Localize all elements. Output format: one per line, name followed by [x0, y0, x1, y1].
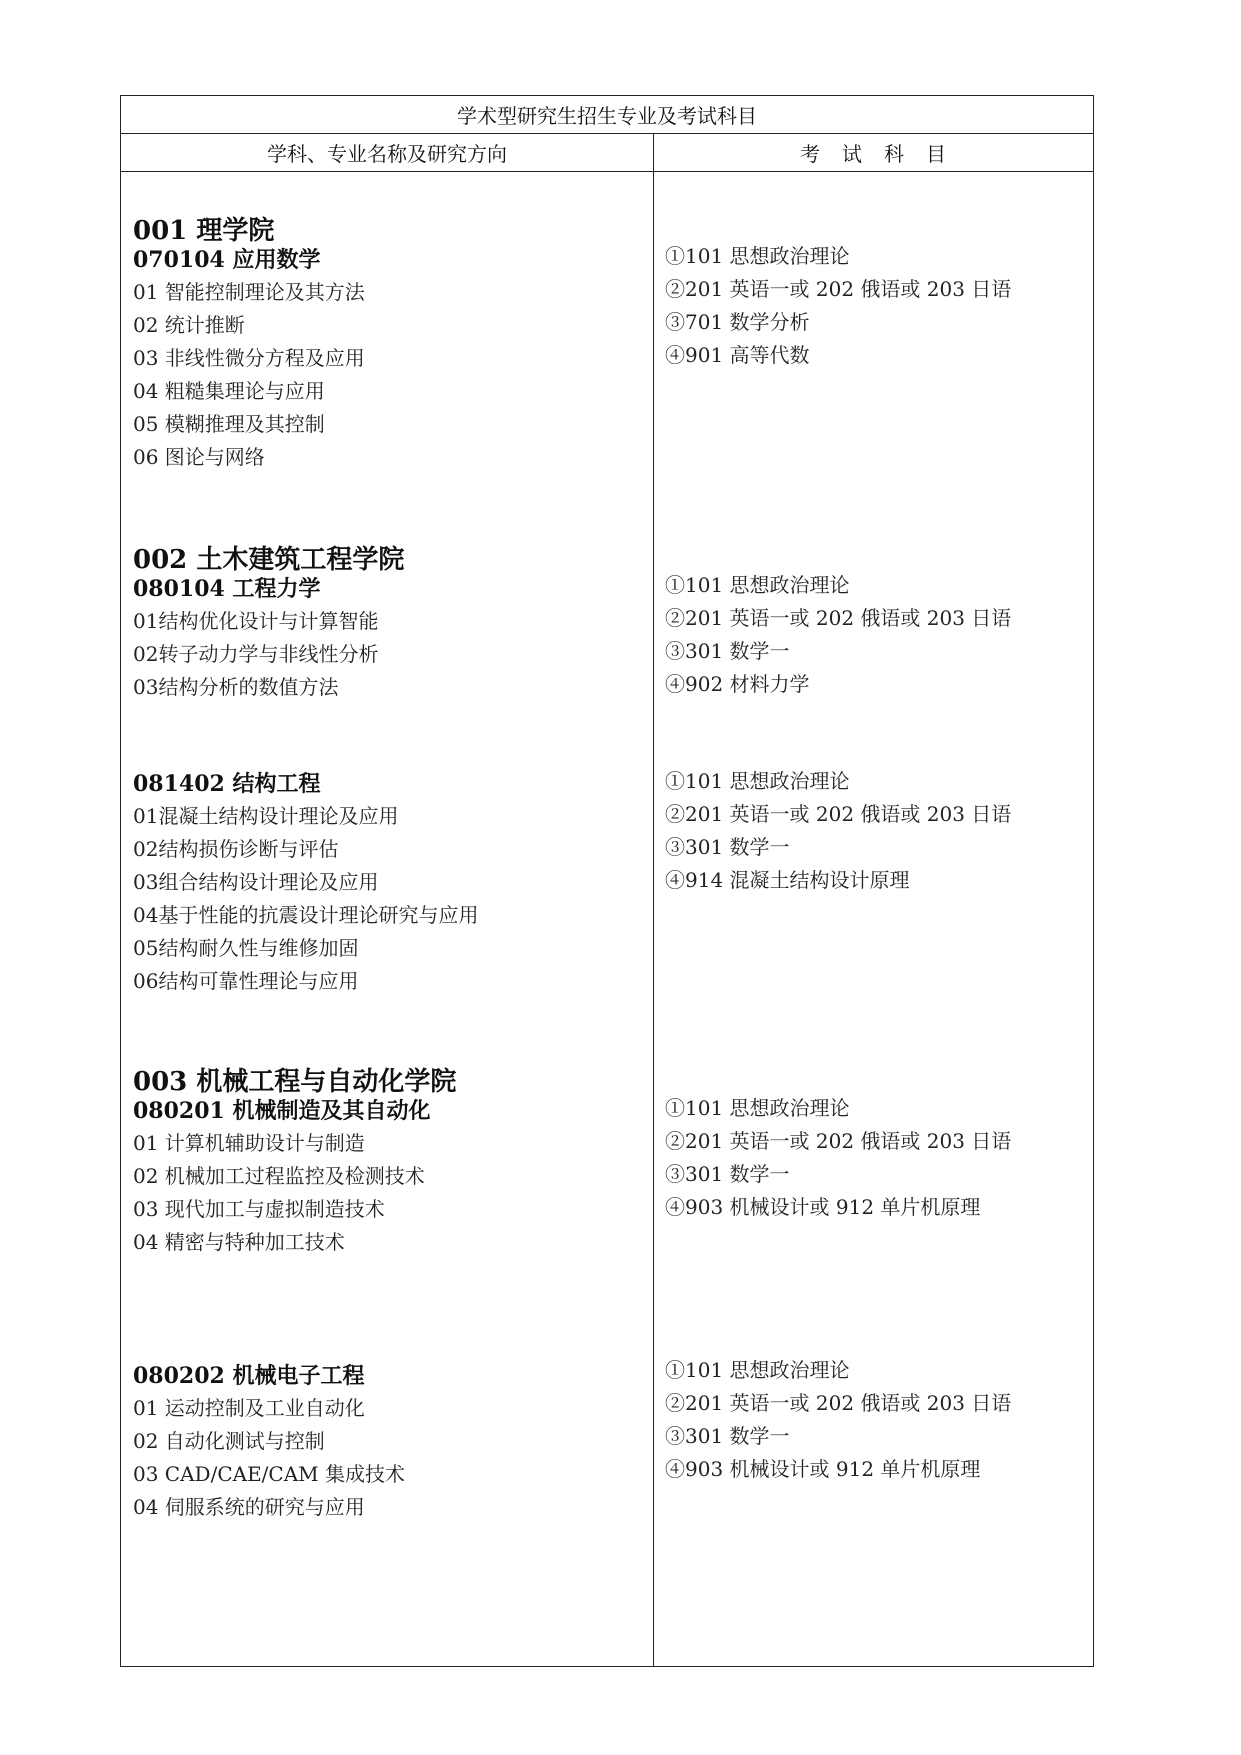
college-title: 001 理学院 [133, 216, 275, 246]
research-direction: 04基于性能的抗震设计理论研究与应用 [133, 903, 479, 927]
document-table [120, 95, 1094, 1667]
exam-subject: ①101 思想政治理论 [665, 1096, 850, 1120]
exam-subject: ①101 思想政治理论 [665, 1358, 850, 1382]
exam-subject: ②201 英语一或 202 俄语或 203 日语 [665, 802, 1012, 826]
college-title: 002 土木建筑工程学院 [133, 545, 405, 575]
research-direction: 05 模糊推理及其控制 [133, 412, 325, 436]
major-title: 080104 工程力学 [133, 576, 321, 602]
research-direction: 02 自动化测试与控制 [133, 1429, 325, 1453]
exam-subject: ④903 机械设计或 912 单片机原理 [665, 1195, 981, 1219]
exam-subject: ①101 思想政治理论 [665, 244, 850, 268]
table-header-row [121, 134, 1093, 172]
header-major-directions: 学科、专业名称及研究方向 [267, 142, 507, 166]
exam-subject: ①101 思想政治理论 [665, 769, 850, 793]
exam-subject: ②201 英语一或 202 俄语或 203 日语 [665, 606, 1012, 630]
research-direction: 01结构优化设计与计算智能 [133, 609, 379, 633]
exam-subject: ③301 数学一 [665, 1424, 790, 1448]
table-title: 学术型研究生招生专业及考试科目 [121, 96, 1093, 134]
research-direction: 03 非线性微分方程及应用 [133, 346, 365, 370]
research-direction: 03 CAD/CAE/CAM 集成技术 [133, 1462, 405, 1486]
column-divider [653, 134, 654, 1666]
research-direction: 01混凝土结构设计理论及应用 [133, 804, 399, 828]
research-direction: 03 现代加工与虚拟制造技术 [133, 1197, 385, 1221]
exam-subject: ④901 高等代数 [665, 343, 810, 367]
research-direction: 04 粗糙集理论与应用 [133, 379, 325, 403]
exam-subject: ③701 数学分析 [665, 310, 810, 334]
research-direction: 06结构可靠性理论与应用 [133, 969, 359, 993]
research-direction: 03组合结构设计理论及应用 [133, 870, 379, 894]
exam-subject: ②201 英语一或 202 俄语或 203 日语 [665, 277, 1012, 301]
major-title: 080202 机械电子工程 [133, 1363, 365, 1389]
major-title: 070104 应用数学 [133, 247, 321, 273]
research-direction: 06 图论与网络 [133, 445, 265, 469]
exam-subject: ②201 英语一或 202 俄语或 203 日语 [665, 1391, 1012, 1415]
exam-subject: ③301 数学一 [665, 1162, 790, 1186]
exam-subject: ④914 混凝土结构设计原理 [665, 868, 910, 892]
exam-subject: ①101 思想政治理论 [665, 573, 850, 597]
exam-subject: ③301 数学一 [665, 639, 790, 663]
research-direction: 02 机械加工过程监控及检测技术 [133, 1164, 425, 1188]
major-title: 081402 结构工程 [133, 771, 321, 797]
research-direction: 01 运动控制及工业自动化 [133, 1396, 365, 1420]
research-direction: 04 伺服系统的研究与应用 [133, 1495, 365, 1519]
research-direction: 02 统计推断 [133, 313, 245, 337]
research-direction: 02转子动力学与非线性分析 [133, 642, 379, 666]
header-exam-subjects: 考试科目 [800, 142, 968, 166]
research-direction: 02结构损伤诊断与评估 [133, 837, 339, 861]
research-direction: 05结构耐久性与维修加固 [133, 936, 359, 960]
exam-subject: ④902 材料力学 [665, 672, 810, 696]
exam-subject: ②201 英语一或 202 俄语或 203 日语 [665, 1129, 1012, 1153]
exam-subject: ④903 机械设计或 912 单片机原理 [665, 1457, 981, 1481]
research-direction: 03结构分析的数值方法 [133, 675, 339, 699]
college-title: 003 机械工程与自动化学院 [133, 1067, 457, 1097]
research-direction: 04 精密与特种加工技术 [133, 1230, 345, 1254]
exam-subject: ③301 数学一 [665, 835, 790, 859]
major-title: 080201 机械制造及其自动化 [133, 1098, 431, 1124]
research-direction: 01 计算机辅助设计与制造 [133, 1131, 365, 1155]
research-direction: 01 智能控制理论及其方法 [133, 280, 365, 304]
